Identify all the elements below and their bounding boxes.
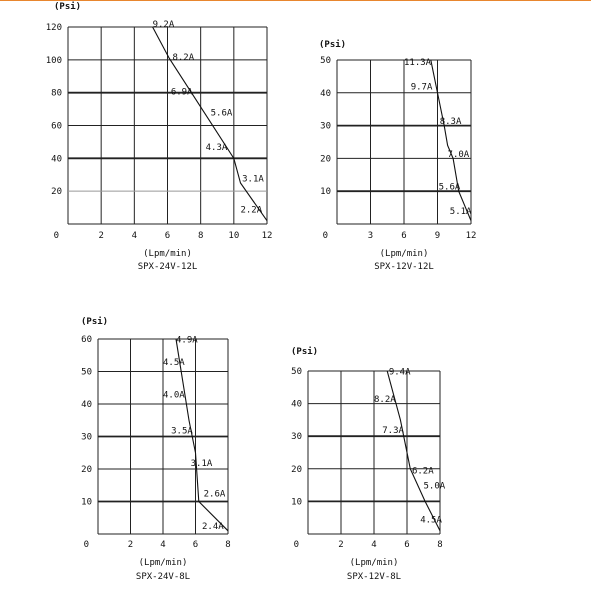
current-label: 8.3A [439,116,462,127]
y-tick-label: 20 [291,464,302,475]
x-tick-label: 6 [164,231,171,241]
chart-caption: SPX-12V-12L [374,262,434,272]
chart-caption: SPX-24V-8L [135,572,191,582]
current-label: 11.3A [404,57,432,68]
current-label: 7.3A [382,425,404,436]
current-label: 9.2A [152,20,175,30]
current-label: 7.0A [447,149,470,160]
current-label: 3.1A [242,174,264,185]
x-tick-label: 9 [434,231,441,241]
x-tick-label: 12 [465,231,477,241]
x-axis-label: (Lpm/min) [379,249,429,259]
current-label: 5.6A [210,108,233,119]
y-tick-label: 10 [81,497,92,508]
y-tick-label: 40 [320,88,331,99]
x-tick-label: 4 [131,231,138,241]
current-label: 5.1A [449,207,472,218]
current-label: 6.2A [411,466,434,477]
chart-caption: SPX-24V-12L [137,262,198,272]
y-tick-label: 30 [291,432,302,443]
x-tick-label: 8 [197,231,204,241]
y-tick-label: 80 [51,88,62,99]
y-tick-label: 50 [320,56,331,66]
x-axis-label: (Lpm/min) [143,249,192,259]
y-axis-label: (Psi) [81,317,109,327]
current-label: 4.3A [205,143,228,154]
y-tick-label: 30 [81,432,92,443]
x-tick-label: 6 [192,540,199,550]
x-tick-label: 8 [437,540,443,550]
performance-curve [431,60,471,221]
y-tick-label: 120 [45,23,62,33]
x-tick-label: 4 [160,540,166,550]
current-label: 6.9A [170,87,193,98]
y-tick-label: 60 [81,335,92,345]
x-tick-label: 6 [404,540,410,550]
current-label: 9.7A [410,82,433,93]
x-tick-label: 0 [53,231,59,241]
y-tick-label: 40 [291,399,302,410]
current-label: 8.2A [172,52,195,63]
y-tick-label: 20 [51,187,62,198]
x-tick-label: 2 [127,540,134,550]
current-label: 4.9A [176,335,198,346]
y-axis-label: (Psi) [54,2,82,12]
x-axis-label: (Lpm/min) [138,558,188,568]
y-tick-label: 20 [81,465,92,475]
x-tick-label: 0 [293,540,299,550]
y-tick-label: 40 [81,400,92,410]
x-tick-label: 3 [367,231,374,241]
x-axis-label: (Lpm/min) [349,558,399,568]
chart-caption: SPX-12V-8L [346,572,402,582]
y-tick-label: 10 [320,187,331,198]
x-tick-label: 10 [228,231,240,241]
y-tick-label: 100 [45,55,62,66]
current-label: 2.4A [202,522,224,533]
current-label: 9.4A [388,367,411,378]
x-tick-label: 2 [338,540,344,550]
current-label: 5.6A [438,182,461,193]
current-label: 4.5A [420,515,442,526]
y-tick-label: 50 [81,367,92,378]
current-label: 5.0A [423,481,446,492]
y-tick-label: 20 [320,154,331,165]
current-label: 4.0A [163,390,185,401]
y-axis-label: (Psi) [319,40,347,50]
y-tick-label: 10 [291,497,302,508]
current-label: 8.2A [374,394,396,405]
x-tick-label: 0 [83,540,89,550]
x-tick-label: 2 [98,231,104,241]
x-tick-label: 0 [322,231,328,241]
x-tick-label: 12 [261,231,273,241]
y-tick-label: 40 [51,154,62,165]
current-label: 2.6A [203,489,226,500]
current-label: 3.5A [171,426,193,437]
y-tick-label: 30 [320,121,331,132]
current-label: 4.5A [163,358,185,368]
current-label: 3.1A [190,458,213,469]
y-tick-label: 50 [291,367,302,377]
x-tick-label: 8 [225,540,231,550]
x-tick-label: 4 [371,540,377,550]
current-label: 2.2A [240,205,263,216]
y-tick-label: 60 [51,121,62,132]
x-tick-label: 6 [401,231,407,241]
y-axis-label: (Psi) [291,347,319,357]
